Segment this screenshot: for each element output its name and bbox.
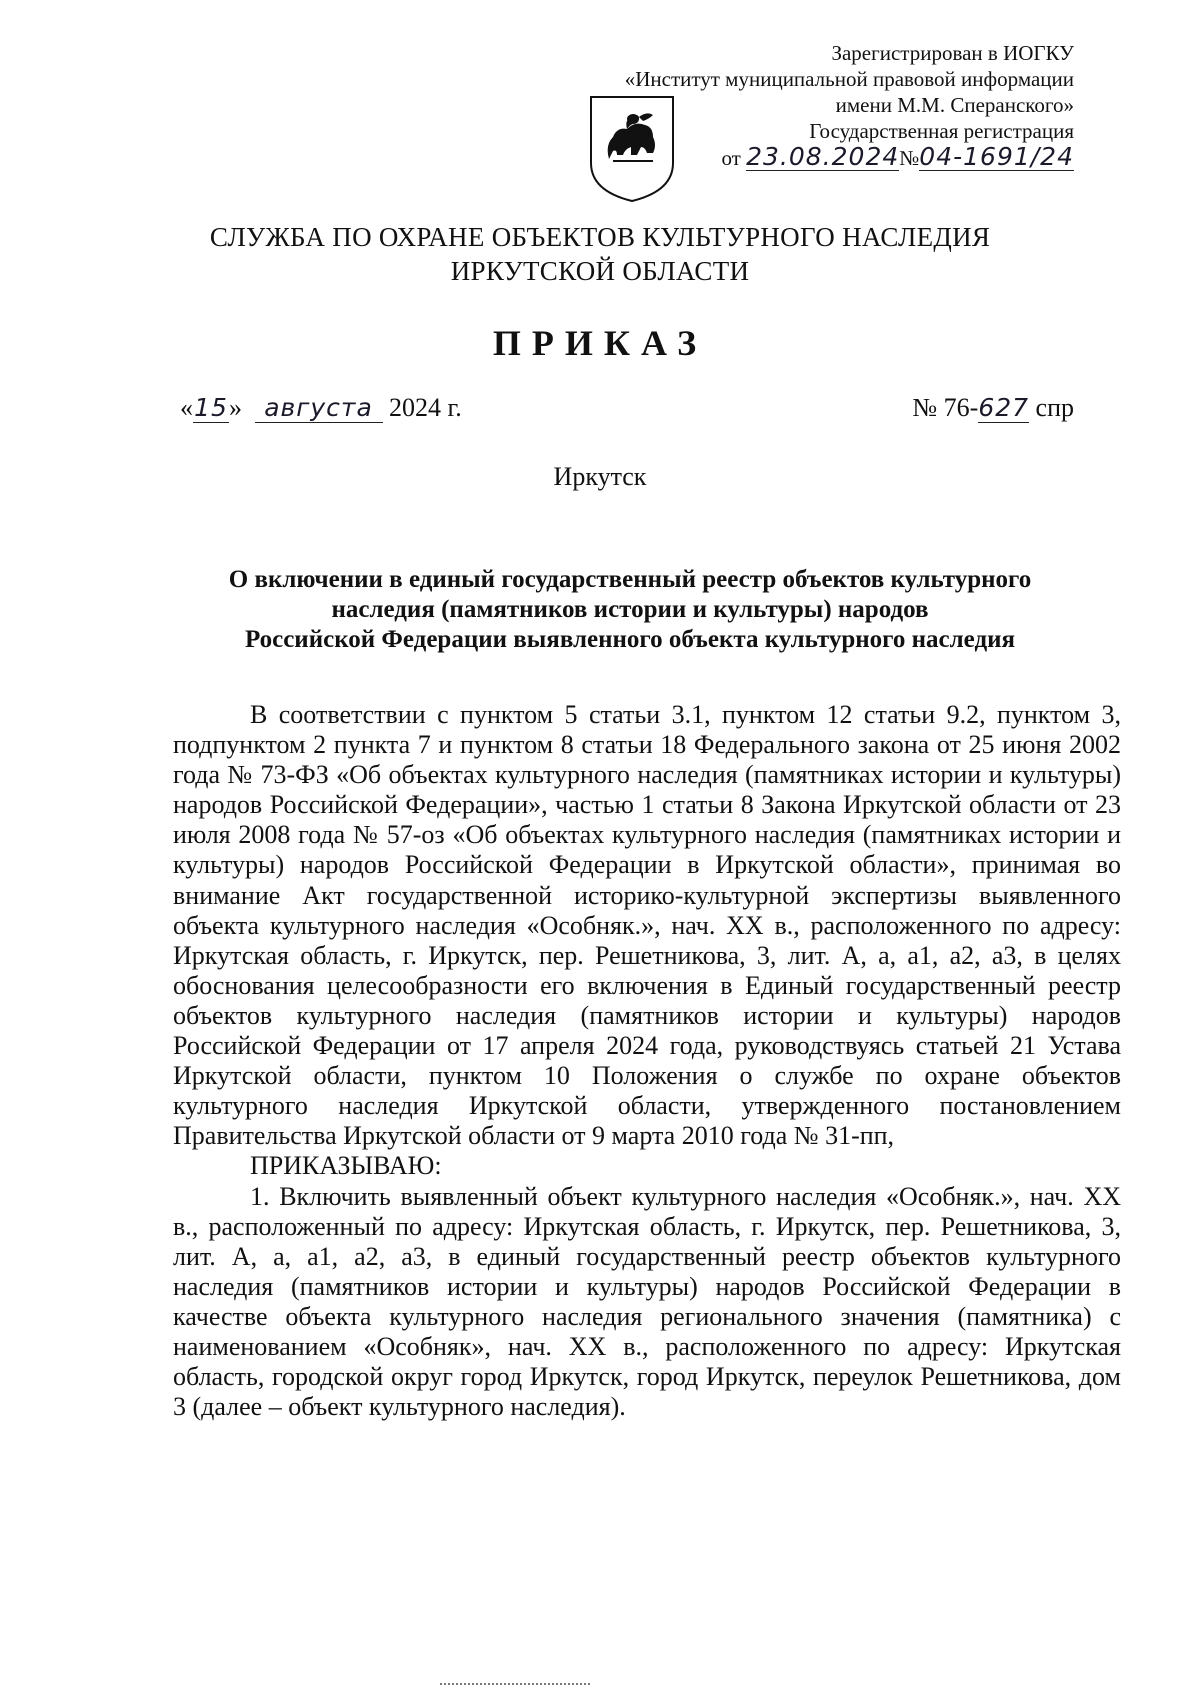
date-close-quote: »	[229, 393, 242, 422]
registration-date: 23.08.2024	[746, 142, 900, 171]
order-number-suffix: спр	[1035, 393, 1074, 422]
document-type-title: ПРИКАЗ	[492, 323, 708, 363]
registration-number-label: №	[899, 146, 920, 170]
registration-line-2: «Институт муниципальной правовой информации	[624, 67, 1074, 91]
date-year: 2024 г.	[389, 393, 462, 422]
order-body	[173, 700, 1121, 1422]
order-number-prefix: № 76-	[912, 393, 979, 422]
page-bottom-divider	[440, 1683, 590, 1688]
order-item-1: 1. Включить выявленный объект культурного наследия «Особняк.», нач. XX в., расположенный по адресу: Иркутская область, г. Иркутск, пер. Решетникова, 3, лит. А, а, а1, а2, а3, в единый государственный реестр объектов культурного наследия (памятников истории и культуры) народов Российской Федерации в качестве объекта культурного наследия регионального значения (памятника) с наименованием «Особняк», нач. XX в., расположенного по адресу: Иркутская область, городской округ город Иркутск, город Иркутск, переулок Решетникова, дом 3 (далее – объект культурного наследия).	[173, 1181, 1121, 1422]
order-number	[912, 393, 1074, 423]
issuing-authority	[0, 220, 1200, 288]
preamble-paragraph: В соответствии с пунктом 5 статьи 3.1, пунктом 12 статьи 9.2, пунктом 3, подпунктом 2 пункта 7 и пунктом 8 статьи 18 Федерального закона от 25 июня 2002 года № 73-ФЗ «Об объектах культурного наследия (памятниках истории и культуры) народов Российской Федерации», частью 1 статьи 8 Закона Иркутской области от 23 июля 2008 года № 57-оз «Об объектах культурного наследия (памятниках истории и культуры) народов Российской Федерации в Иркутской области», принимая во внимание Акт государственной историко-культурной экспертизы выявленного объекта культурного наследия «Особняк.», нач. XX в., расположенного по адресу: Иркутская область, г. Иркутск, пер. Решетникова, 3, лит. А, а, а1, а2, а3, в целях обоснования целесообразности его включения в Единый государственный реестр объектов культурного наследия (памятников истории и культуры) народов Российской Федерации от 17 апреля 2024 года, руководствуясь статьей 21 Устава Иркутской области, пунктом 10 Положения о службе по охране объектов культурного наследия Иркутской области, утвержденного постановлением Правительства Иркутской области от 9 марта 2010 года № 31-пп,	[173, 700, 1121, 1151]
registration-line-3: имени М.М. Сперанского»	[835, 93, 1074, 117]
coat-of-arms-icon	[587, 93, 677, 205]
registration-line-5	[625, 144, 1074, 171]
order-number-handwritten: 627	[978, 393, 1030, 422]
subject-line-1: О включении в единый государственный реестр объектов культурного	[228, 566, 1032, 593]
date-month: августа	[255, 393, 383, 423]
city: Иркутск	[553, 462, 647, 491]
registration-stamp	[625, 40, 1074, 171]
date-day: 15	[194, 393, 228, 422]
subject-line-2: наследия (памятников истории и культуры) народов	[331, 596, 929, 623]
registration-line-1: Зарегистрирован в ИОГКУ	[831, 41, 1074, 65]
date-open-quote: «	[180, 393, 193, 422]
authority-line-2: ИРКУТСКОЙ ОБЛАСТИ	[450, 256, 750, 286]
registration-line-4: Государственная регистрация	[809, 119, 1074, 143]
registration-number: 04-1691/24	[919, 142, 1074, 171]
order-subject	[150, 565, 1110, 655]
order-date	[180, 393, 462, 423]
registration-from-label: от	[721, 146, 741, 170]
subject-line-3: Российской Федерации выявленного объекта культурного наследия	[244, 626, 1016, 653]
order-word: ПРИКАЗЫВАЮ:	[250, 1151, 442, 1181]
authority-line-1: СЛУЖБА ПО ОХРАНЕ ОБЪЕКТОВ КУЛЬТУРНОГО НАСЛЕДИЯ	[209, 222, 991, 252]
